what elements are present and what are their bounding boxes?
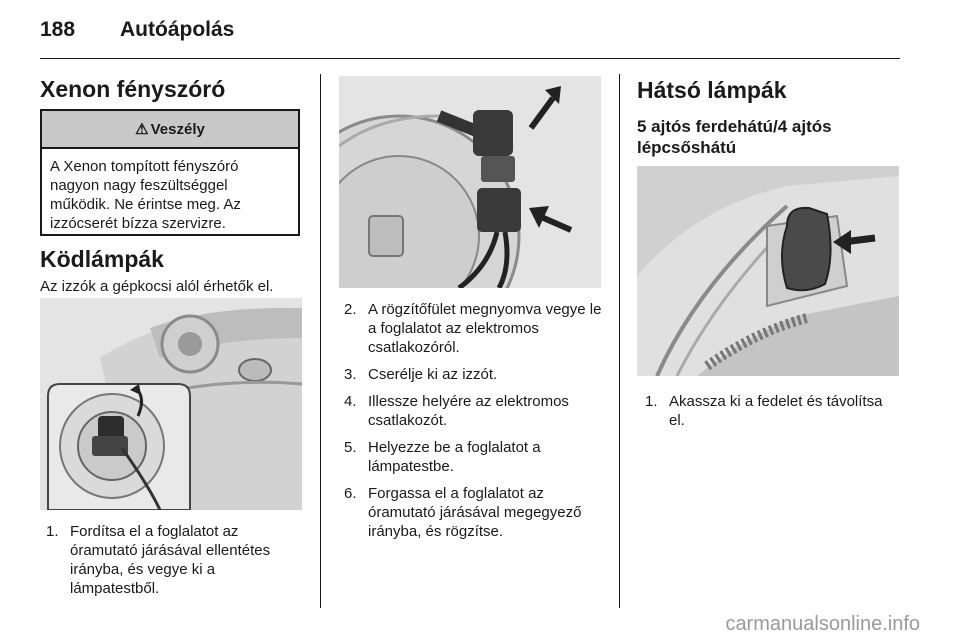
list-item xyxy=(344,484,606,541)
step-text: Helyezze be a foglalatot a lámpatestbe. xyxy=(368,439,541,475)
right-step-list xyxy=(645,392,897,438)
column-divider-right xyxy=(619,74,620,608)
left-step-list xyxy=(46,522,304,606)
danger-text: A Xenon tompított fényszóró nagyon nagy feszültséggel működik. Ne érintse meg. Az izzócserét bízza szervizre. xyxy=(50,158,241,232)
rear-lamp-cover-illustration xyxy=(637,166,899,376)
step-number: 6. xyxy=(344,485,357,502)
warning-triangle-icon: ⚠ xyxy=(135,121,149,138)
step-number: 5. xyxy=(344,439,357,456)
step-number: 1. xyxy=(46,523,59,540)
list-item xyxy=(344,438,606,476)
step-number: 4. xyxy=(344,393,357,410)
column-divider-left xyxy=(320,74,321,608)
list-item xyxy=(344,300,606,357)
bulb-connector-illustration xyxy=(339,76,601,288)
subsection-title-body-style: 5 ajtós ferdehátú/4 ajtós lépcsőshátú xyxy=(637,117,832,157)
watermark-text: carmanualsonline.info xyxy=(725,613,920,635)
fog-intro-text: Az izzók a gépkocsi alól érhetők el. xyxy=(40,278,274,295)
step-text: A rögzítőfület megnyomva vegye le a foglalatot az elektromos csatlakozóról. xyxy=(368,301,602,356)
step-text: Akassza ki a fedelet és távolítsa el. xyxy=(669,393,883,429)
danger-box xyxy=(40,109,300,236)
middle-step-list xyxy=(344,300,606,549)
section-title-rear-lamps: Hátsó lámpák xyxy=(637,77,787,103)
step-text: Fordítsa el a foglalatot az óramutató járásával ellentétes irányba, és vegye ki a lámpatestből. xyxy=(70,523,271,597)
list-item xyxy=(344,365,606,384)
step-number: 2. xyxy=(344,301,357,318)
step-text: Forgassa el a foglalatot az óramutató járásával megegyező irányba, és rögzítse. xyxy=(368,485,582,540)
step-number: 1. xyxy=(645,393,658,410)
danger-title: Veszély xyxy=(150,120,205,138)
step-number: 3. xyxy=(344,366,357,383)
section-title-xenon: Xenon fényszóró xyxy=(40,76,226,102)
header-title: Autóápolás xyxy=(120,18,235,41)
list-item xyxy=(645,392,897,430)
section-title-fog-lamps: Ködlámpák xyxy=(40,246,164,272)
step-text: Cserélje ki az izzót. xyxy=(368,366,498,383)
list-item xyxy=(344,392,606,430)
step-text: Illessze helyére az elektromos csatlakozót. xyxy=(368,393,569,429)
header-rule xyxy=(40,58,900,59)
list-item xyxy=(46,522,304,598)
danger-header xyxy=(42,111,298,149)
fog-lamp-illustration xyxy=(40,298,302,510)
page-number: 188 xyxy=(40,18,76,41)
